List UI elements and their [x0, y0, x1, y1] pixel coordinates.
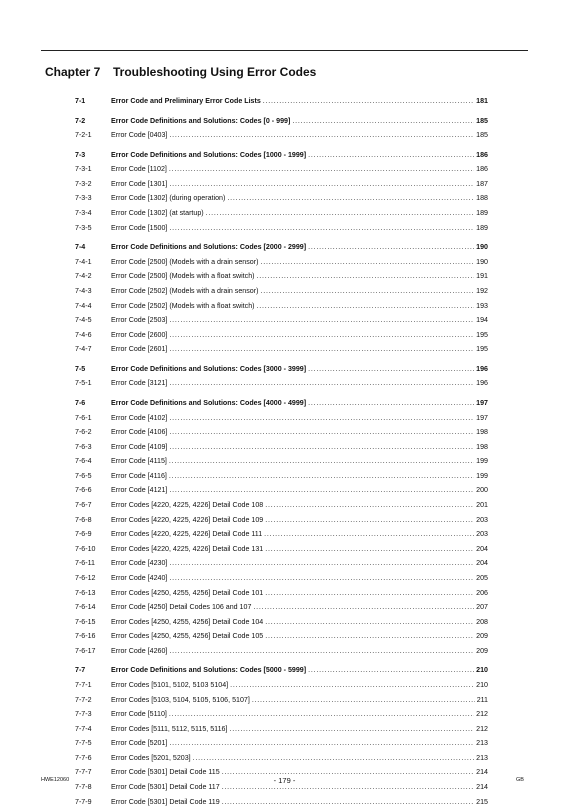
- toc-entry-title: Error Code [1500]: [111, 223, 168, 232]
- toc-entry-number: 7-6-5: [75, 471, 92, 480]
- toc-entry-number: 7-6-15: [75, 617, 96, 626]
- toc-entry-page: 198: [476, 428, 488, 437]
- toc-entry-number: 7-6: [75, 398, 86, 407]
- toc-entry-number: 7-7-3: [75, 710, 92, 719]
- dot-leader: [264, 527, 474, 542]
- toc-entry-page: 204: [476, 544, 488, 553]
- toc-section-entry[interactable]: [75, 240, 488, 255]
- dot-leader: [229, 722, 474, 737]
- toc-entry-title: Error Code [2502] (Models with a drain sensor): [111, 286, 259, 295]
- toc-entry-title: Error Code [4121]: [111, 486, 168, 495]
- toc-entry-page: 201: [476, 501, 488, 510]
- toc-entry-number: 7-6-9: [75, 530, 92, 539]
- toc-entry-page: 214: [476, 783, 488, 792]
- toc-entry[interactable]: [75, 527, 488, 542]
- toc-entry-page: 181: [476, 97, 488, 105]
- toc-entry-number: 7-5-1: [75, 379, 92, 388]
- toc-entry[interactable]: [75, 469, 488, 484]
- chapter-heading: [45, 65, 316, 79]
- toc-entry-page: 196: [476, 379, 488, 388]
- toc-entry-page: 189: [476, 223, 488, 232]
- toc-entry-number: 7-4-3: [75, 286, 92, 295]
- toc-entry-page: 197: [476, 398, 488, 407]
- toc-entry-title: Error Code [5201]: [111, 739, 168, 748]
- toc-entry-title: Error Code and Preliminary Error Code Lists: [111, 97, 261, 105]
- toc-entry[interactable]: [75, 586, 488, 601]
- toc-entry-page: 211: [476, 695, 488, 704]
- dot-leader: [222, 795, 474, 809]
- dot-leader: [265, 513, 474, 528]
- toc-entry-title: Error Code Definitions and Solutions: Codes [3000 - 3999]: [111, 364, 307, 373]
- toc-entry-number: 7-7-9: [75, 797, 92, 806]
- toc-entry-title: Error Code [4116]: [111, 471, 167, 480]
- toc-entry-number: 7-7-4: [75, 724, 92, 733]
- toc-entry-page: 195: [476, 330, 488, 339]
- toc-entry-number: 7-7-1: [75, 680, 92, 689]
- toc-entry-number: 7-7-7: [75, 768, 92, 777]
- dot-leader: [169, 128, 474, 143]
- toc-entry-page: 185: [476, 131, 488, 140]
- toc-entry-page: 186: [476, 165, 488, 174]
- toc-entry-page: 192: [476, 286, 488, 295]
- toc-entry-number: 7-6-16: [75, 632, 96, 641]
- toc-entry[interactable]: [75, 678, 488, 693]
- toc-entry[interactable]: [75, 411, 488, 426]
- toc-entry-title: Error Codes [4220, 4225, 4226] Detail Code 108: [111, 501, 264, 510]
- chapter-title: Troubleshooting Using Error Codes: [113, 65, 317, 79]
- dot-leader: [169, 425, 474, 440]
- dot-leader: [230, 678, 474, 693]
- dot-leader: [169, 342, 474, 357]
- toc-entry[interactable]: [75, 751, 488, 766]
- toc-entry-title: Error Codes [5101, 5102, 5103 5104]: [111, 680, 229, 689]
- toc-entry-title: Error Code [4250] Detail Codes 106 and 107: [111, 603, 252, 612]
- dot-leader: [252, 693, 475, 708]
- toc-entry-number: 7-6-4: [75, 457, 92, 466]
- toc-entry-title: Error Code [4240]: [111, 573, 168, 582]
- toc-entry-page: 188: [476, 194, 488, 203]
- toc-entry-number: 7-4-4: [75, 301, 92, 310]
- toc-entry[interactable]: [75, 440, 488, 455]
- toc-entry-number: 7-4-5: [75, 316, 92, 325]
- toc-entry-page: 200: [476, 486, 488, 495]
- toc-entry-title: Error Code [5110]: [111, 710, 167, 719]
- toc-entry-title: Error Code Definitions and Solutions: Codes [1000 - 1999]: [111, 150, 307, 159]
- dot-leader: [169, 328, 474, 343]
- page-number: - 179 -: [273, 776, 296, 785]
- toc-entry[interactable]: [75, 693, 488, 708]
- dot-leader: [169, 177, 474, 192]
- toc-entry-title: Error Codes [5201, 5203]: [111, 753, 191, 762]
- dot-leader: [308, 396, 474, 411]
- chapter-number: Chapter 7: [45, 65, 101, 79]
- toc-entry-title: Error Codes [4220, 4225, 4226] Detail Code 131: [111, 544, 264, 553]
- toc-entry-number: 7-6-6: [75, 486, 92, 495]
- toc-entry-number: 7-7-5: [75, 739, 92, 748]
- toc-entry-number: 7-6-12: [75, 573, 96, 582]
- toc-entry-number: 7-6-2: [75, 428, 92, 437]
- toc-entry-page: 208: [476, 617, 488, 626]
- toc-entry-title: Error Codes [4250, 4255, 4256] Detail Code 104: [111, 617, 264, 626]
- toc-entry-title: Error Code [2601]: [111, 345, 168, 354]
- toc-entry-number: 7-6-3: [75, 442, 92, 451]
- toc-entry-number: 7-6-11: [75, 559, 95, 568]
- dot-leader: [260, 255, 474, 270]
- dot-leader: [257, 269, 475, 284]
- dot-leader: [169, 707, 474, 722]
- toc-entry-page: 210: [476, 666, 488, 675]
- toc-entry-number: 7-1: [75, 97, 86, 105]
- dot-leader: [169, 162, 474, 177]
- toc-entry-page: 213: [476, 739, 488, 748]
- toc-entry-number: 7-3-1: [75, 165, 92, 174]
- toc-section-entry[interactable]: [75, 94, 488, 109]
- toc-entry-page: 189: [476, 209, 488, 218]
- dot-leader: [169, 736, 474, 751]
- toc-entry-page: 210: [476, 680, 488, 689]
- toc-entry[interactable]: [75, 128, 488, 143]
- toc-entry-page: 197: [476, 413, 488, 422]
- dot-leader: [193, 751, 475, 766]
- toc-entry[interactable]: [75, 795, 488, 809]
- toc-entry-title: Error Code [2503]: [111, 316, 168, 325]
- dot-leader: [263, 94, 474, 109]
- toc-entry-title: Error Code [5301] Detail Code 115: [111, 768, 220, 777]
- toc-entry[interactable]: [75, 498, 488, 513]
- dot-leader: [308, 663, 474, 678]
- toc-entry-page: 185: [476, 116, 488, 125]
- toc-entry-page: 199: [476, 471, 488, 480]
- dot-leader: [169, 411, 474, 426]
- toc-entry[interactable]: [75, 299, 488, 314]
- toc-entry[interactable]: [75, 454, 488, 469]
- toc-entry-page: 204: [476, 559, 488, 568]
- toc-entry-page: 199: [476, 457, 488, 466]
- dot-leader: [308, 148, 474, 163]
- toc-entry-page: 193: [476, 301, 488, 310]
- toc-entry-title: Error Code [4102]: [111, 413, 168, 422]
- toc-entry-title: Error Code [4115]: [111, 457, 167, 466]
- toc-section-entry[interactable]: [75, 114, 488, 129]
- toc-entry[interactable]: [75, 629, 488, 644]
- dot-leader: [265, 586, 474, 601]
- toc-entry[interactable]: [75, 571, 488, 586]
- toc-section-entry[interactable]: [75, 396, 488, 411]
- toc-entry[interactable]: [75, 284, 488, 299]
- dot-leader: [169, 454, 474, 469]
- toc-entry-page: 186: [476, 150, 488, 159]
- toc-entry-title: Error Code [2500] (Models with a drain sensor): [111, 257, 259, 266]
- toc-entry-title: Error Codes [5103, 5104, 5105, 5106, 5107]: [111, 695, 250, 704]
- dot-leader: [308, 240, 474, 255]
- dot-leader: [253, 600, 474, 615]
- toc-entry-title: Error Code [0403]: [111, 131, 168, 140]
- dot-leader: [308, 362, 474, 377]
- dot-leader: [169, 556, 474, 571]
- toc-entry-number: 7-6-8: [75, 515, 92, 524]
- dot-leader: [265, 542, 474, 557]
- toc-entry-title: Error Code [4230]: [111, 559, 168, 568]
- toc-entry-number: 7-4-7: [75, 345, 92, 354]
- toc-entry-page: 194: [476, 316, 488, 325]
- toc-entry-number: 7-6-17: [75, 646, 96, 655]
- toc-section-entry[interactable]: [75, 148, 488, 163]
- toc-entry-page: 187: [476, 179, 488, 188]
- toc-entry-number: 7-7-6: [75, 753, 92, 762]
- toc-entry[interactable]: [75, 600, 488, 615]
- dot-leader: [260, 284, 474, 299]
- toc-entry[interactable]: [75, 556, 488, 571]
- toc-entry[interactable]: [75, 513, 488, 528]
- header-rule: [41, 50, 528, 51]
- toc-entry-title: Error Code [2600]: [111, 330, 168, 339]
- toc-entry-number: 7-7-2: [75, 695, 92, 704]
- toc-entry-page: 212: [476, 724, 488, 733]
- toc-entry-number: 7-5: [75, 364, 86, 373]
- toc-entry-title: Error Code [2500] (Models with a float switch): [111, 272, 255, 281]
- toc-entry[interactable]: [75, 191, 488, 206]
- toc-entry-title: Error Code [4109]: [111, 442, 168, 451]
- toc-entry[interactable]: [75, 342, 488, 357]
- toc-entry-title: Error Code [4106]: [111, 428, 168, 437]
- toc-entry-title: Error Code [2502] (Models with a float switch): [111, 301, 255, 310]
- toc-entry[interactable]: [75, 162, 488, 177]
- toc-entry[interactable]: [75, 206, 488, 221]
- toc-entry-number: 7-4-2: [75, 272, 92, 281]
- toc-entry-title: Error Code [3121]: [111, 379, 168, 388]
- dot-leader: [169, 571, 474, 586]
- toc-entry-number: 7-7-8: [75, 783, 92, 792]
- toc-entry-page: 209: [476, 632, 488, 641]
- toc-entry-title: Error Code [5301] Detail Code 119: [111, 797, 220, 806]
- dot-leader: [169, 440, 474, 455]
- toc-entry-title: Error Code [1102]: [111, 165, 167, 174]
- toc-entry-number: 7-6-13: [75, 588, 96, 597]
- toc-entry-title: Error Code Definitions and Solutions: Codes [4000 - 4999]: [111, 398, 307, 407]
- toc-entry-number: 7-6-7: [75, 501, 92, 510]
- toc-entry[interactable]: [75, 177, 488, 192]
- toc-entry-title: Error Codes [4220, 4225, 4226] Detail Code 109: [111, 515, 264, 524]
- dot-leader: [257, 299, 475, 314]
- toc-entry-title: Error Codes [4250, 4255, 4256] Detail Code 101: [111, 588, 264, 597]
- toc-entry-title: Error Codes [4220, 4225, 4226] Detail Code 111: [111, 530, 263, 539]
- toc-entry-page: 191: [476, 272, 488, 281]
- toc-entry-number: 7-2: [75, 116, 86, 125]
- toc-entry-page: 205: [476, 573, 488, 582]
- toc-entry-page: 196: [476, 364, 488, 373]
- region-code: GB: [516, 777, 524, 783]
- dot-leader: [265, 615, 474, 630]
- dot-leader: [169, 644, 474, 659]
- table-of-contents: [75, 94, 488, 809]
- dot-leader: [169, 376, 474, 391]
- toc-entry-page: 207: [476, 603, 488, 612]
- toc-entry[interactable]: [75, 376, 488, 391]
- toc-entry[interactable]: [75, 736, 488, 751]
- document-code: HWE12060: [41, 777, 70, 783]
- dot-leader: [169, 221, 474, 236]
- dot-leader: [169, 313, 474, 328]
- dot-leader: [206, 206, 475, 221]
- toc-entry-title: Error Code [4260]: [111, 646, 168, 655]
- toc-entry[interactable]: [75, 483, 488, 498]
- toc-entry[interactable]: [75, 255, 488, 270]
- toc-entry-number: 7-3-4: [75, 209, 92, 218]
- toc-entry[interactable]: [75, 542, 488, 557]
- toc-entry-page: 195: [476, 345, 488, 354]
- toc-entry-number: 7-3-3: [75, 194, 92, 203]
- toc-entry[interactable]: [75, 707, 488, 722]
- dot-leader: [265, 629, 474, 644]
- toc-entry-title: Error Code [1302] (at startup): [111, 209, 204, 218]
- toc-entry-number: 7-6-14: [75, 603, 96, 612]
- toc-entry-number: 7-2-1: [75, 131, 92, 140]
- toc-entry[interactable]: [75, 425, 488, 440]
- toc-entry-page: 203: [476, 530, 488, 539]
- toc-entry-page: 212: [476, 710, 488, 719]
- dot-leader: [169, 483, 474, 498]
- toc-entry-page: 213: [476, 753, 488, 762]
- dot-leader: [292, 114, 474, 129]
- toc-entry-page: 214: [476, 768, 488, 777]
- toc-entry[interactable]: [75, 615, 488, 630]
- toc-entry-number: 7-7: [75, 666, 86, 675]
- toc-entry-title: Error Codes [4250, 4255, 4256] Detail Code 105: [111, 632, 264, 641]
- toc-entry-number: 7-3: [75, 150, 86, 159]
- toc-entry-number: 7-4-6: [75, 330, 92, 339]
- dot-leader: [169, 469, 474, 484]
- toc-entry-title: Error Code [1302] (during operation): [111, 194, 226, 203]
- toc-entry-title: Error Code [1301]: [111, 179, 168, 188]
- toc-entry-title: Error Codes [5111, 5112, 5115, 5116]: [111, 724, 228, 733]
- toc-entry-title: Error Code [5301] Detail Code 117: [111, 783, 220, 792]
- toc-entry-number: 7-3-2: [75, 179, 92, 188]
- toc-entry-page: 190: [476, 243, 488, 252]
- toc-entry-page: 203: [476, 515, 488, 524]
- toc-entry-page: 215: [476, 797, 488, 806]
- dot-leader: [265, 498, 474, 513]
- toc-entry-page: 190: [476, 257, 488, 266]
- toc-entry-number: 7-6-1: [75, 413, 92, 422]
- toc-entry-page: 198: [476, 442, 488, 451]
- toc-entry[interactable]: [75, 269, 488, 284]
- toc-entry[interactable]: [75, 644, 488, 659]
- toc-entry-title: Error Code Definitions and Solutions: Codes [5000 - 5999]: [111, 666, 307, 675]
- toc-section-entry[interactable]: [75, 663, 488, 678]
- toc-entry[interactable]: [75, 328, 488, 343]
- toc-entry-title: Error Code Definitions and Solutions: Codes [2000 - 2999]: [111, 243, 307, 252]
- toc-entry[interactable]: [75, 313, 488, 328]
- toc-entry-number: 7-4: [75, 243, 86, 252]
- toc-entry-number: 7-4-1: [75, 257, 92, 266]
- toc-entry[interactable]: [75, 221, 488, 236]
- toc-entry-page: 206: [476, 588, 488, 597]
- toc-entry-number: 7-6-10: [75, 544, 96, 553]
- toc-entry[interactable]: [75, 722, 488, 737]
- dot-leader: [227, 191, 474, 206]
- toc-entry-page: 209: [476, 646, 488, 655]
- toc-entry-title: Error Code Definitions and Solutions: Codes [0 - 999]: [111, 116, 291, 125]
- toc-entry-number: 7-3-5: [75, 223, 92, 232]
- toc-section-entry[interactable]: [75, 362, 488, 377]
